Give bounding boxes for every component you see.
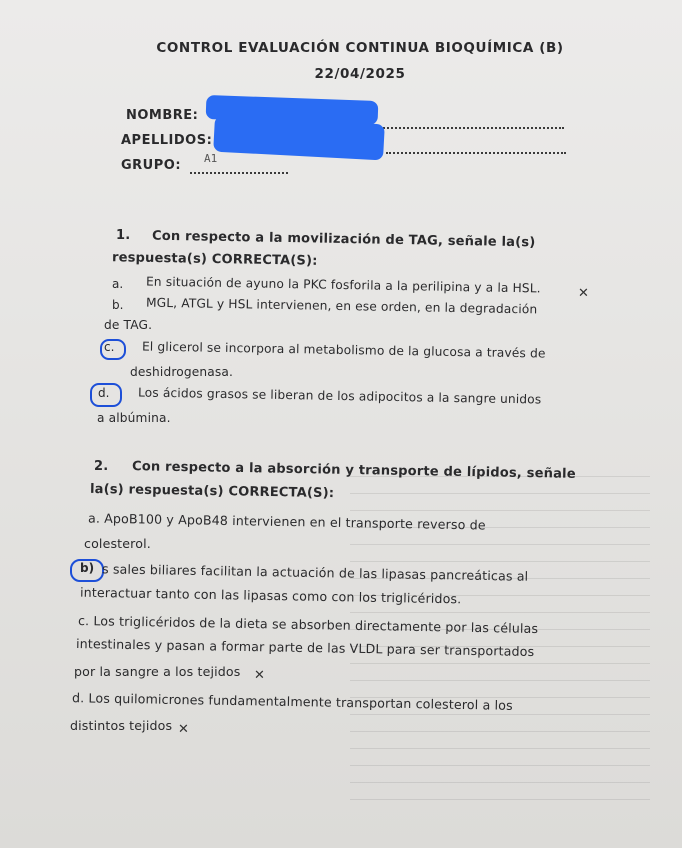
bleed-through-lines: [350, 460, 650, 820]
q1-d-line2: a albúmina.: [97, 411, 171, 425]
q2-d-x-mark: ✕: [178, 722, 189, 737]
q2-d-line2: distintos tejidos: [70, 718, 173, 733]
grupo-dotted-line: [190, 172, 288, 174]
q1-c-letter: c.: [104, 340, 115, 354]
q2-b-line1: s sales biliares facilitan la actuación de las lipasas pancreáticas al: [101, 561, 529, 584]
exam-date: 22/04/2025: [314, 66, 406, 82]
q1-b-line1: MGL, ATGL y HSL intervienen, en ese orden, en la degradación: [145, 295, 538, 317]
q1-b-letter: b.: [112, 298, 124, 312]
q2-b-line2: interactuar tanto con las lipasas como con los triglicéridos.: [79, 584, 462, 607]
q2-stem-line1: Con respecto a la absorción y transporte de lípidos, señale: [131, 459, 576, 482]
apellidos-dotted-line: [386, 152, 566, 154]
q2-c-line1: c. Los triglicéridos de la dieta se absorben directamente por las células: [77, 612, 539, 637]
q1-number: 1.: [116, 228, 131, 243]
apellidos-label: APELLIDOS:: [121, 133, 213, 148]
grupo-label: GRUPO:: [121, 158, 182, 173]
q2-a-line1: a. ApoB100 y ApoB48 intervienen en el transporte reverso de: [87, 510, 486, 533]
q1-a-letter: a.: [112, 277, 124, 291]
q2-d-line1: d. Los quilomicrones fundamentalmente transportan colesterol a los: [71, 690, 513, 713]
redaction-apellidos: [213, 116, 385, 161]
q2-a-line2: colesterol.: [84, 536, 151, 551]
q1-a-text: En situación de ayuno la PKC fosforila a la perilipina y a la HSL.: [145, 274, 541, 296]
q2-c-x-mark: ✕: [254, 668, 265, 683]
q2-c-line3: por la sangre a los tejidos: [74, 664, 241, 679]
q1-c-line1: El glicerol se incorpora al metabolismo de la glucosa a través de: [141, 339, 546, 361]
q1-a-x-mark: ✕: [578, 286, 589, 301]
q2-stem-line2: la(s) respuesta(s) CORRECTA(S):: [89, 481, 335, 502]
q1-d-letter: d.: [98, 386, 110, 400]
nombre-dotted-line: [380, 127, 564, 129]
grupo-handwritten-value: A1: [204, 152, 218, 165]
q2-number: 2.: [94, 459, 109, 474]
nombre-label: NOMBRE:: [126, 108, 199, 123]
q1-b-line2: de TAG.: [104, 318, 153, 332]
q1-c-line2: deshidrogenasa.: [130, 365, 233, 379]
q2-c-line2: intestinales y pasan a formar parte de las VLDL para ser transportados: [75, 636, 535, 659]
exam-title: CONTROL EVALUACIÓN CONTINUA BIOQUÍMICA (B): [156, 40, 564, 56]
q1-d-line1: Los ácidos grasos se liberan de los adipocitos a la sangre unidos: [137, 385, 542, 407]
q1-stem-line1: Con respecto a la movilización de TAG, señale la(s): [151, 228, 536, 251]
q1-stem-line2: respuesta(s) CORRECTA(S):: [111, 250, 318, 269]
q2-b-letter: b): [80, 561, 95, 575]
